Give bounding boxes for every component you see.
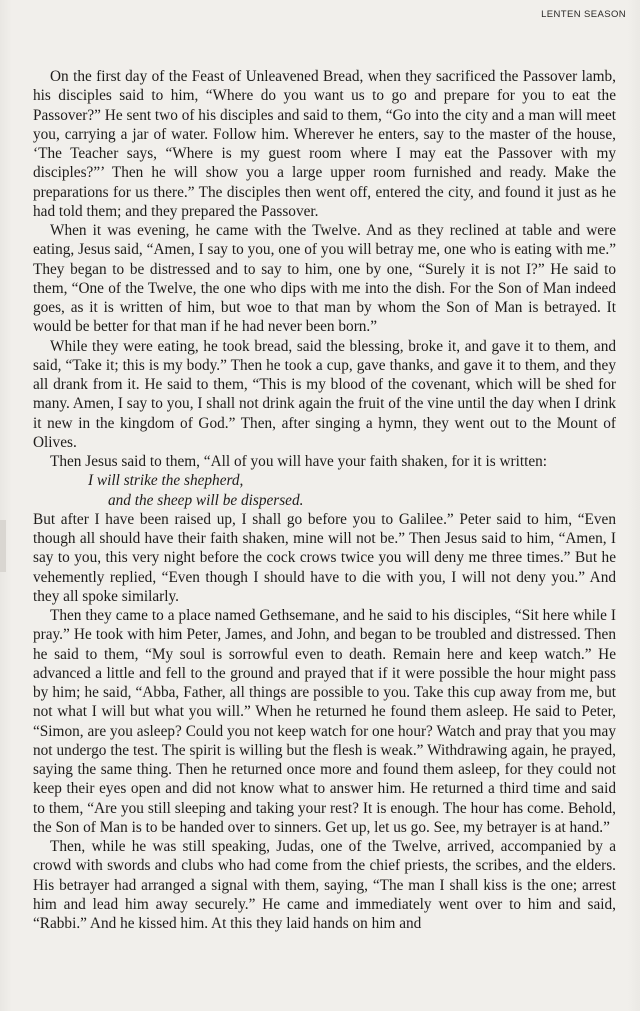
body-text bbox=[33, 67, 616, 933]
running-head: LENTEN SEASON bbox=[541, 9, 626, 20]
gutter-shadow bbox=[0, 520, 6, 572]
paragraph-gethsemane: Then they came to a place named Gethsemane, and he said to his disciples, “Sit here while I pray.” He took with him Peter, James, and John, and began to be troubled and distressed. Then he said to them, “My soul is sorrowful even to death. Remain here and keep watch.” He advanced a little and fell to the ground and prayed that if it were possible the hour might pass by him; he said, “Abba, Father, all things are possible to you. Take this cup away from me, but not what I will but what you will.” When he returned he found them asleep. He said to Peter, “Simon, are you asleep? Could you not keep watch for one hour? Watch and pray that you may not undergo the test. The spirit is willing but the flesh is weak.” Withdrawing again, he prayed, saying the same thing. Then he returned once more and found them asleep, for they could not keep their eyes open and did not know what to answer him. He returned a third time and said to them, “Are you still sleeping and taking your rest? It is enough. The hour has come. Behold, the Son of Man is to be handed over to sinners. Get up, let us go. See, my betrayer is at hand.” bbox=[33, 607, 616, 836]
paragraph-faith-shaken: Then Jesus said to them, “All of you will have your faith shaken, for it is written: bbox=[50, 453, 548, 470]
verse-line-1: I will strike the shepherd, bbox=[88, 472, 244, 490]
paragraph-last-supper: While they were eating, he took bread, said the blessing, broke it, and gave it to them, and said, “Take it; this is my body.” Then he took a cup, gave thanks, and gave it to them, and they all drank from it. He said to them, “This is my blood of the covenant, which will be shed for many. Amen, I say to you, I shall not drink again the fruit of the vine until the day when I drink it new in the kingdom of God.” Then, after singing a hymn, they went out to the Mount of Olives. bbox=[33, 337, 616, 451]
verse-line-2: and the sheep will be dispersed. bbox=[108, 491, 304, 509]
paragraph-peter-denial: But after I have been raised up, I shall go before you to Galilee.” Peter said to him, “Even though all should have their faith shaken, mine will not be.” Then Jesus said to him, “Amen, I say to you, this very night before the cock crows twice you will deny me three times.” But he vehemently replied, “Even though I should have to die with you, I will not deny you.” And they all spoke similarly. bbox=[33, 510, 616, 605]
paragraph-betrayal-foretold: When it was evening, he came with the Twelve. And as they reclined at table and were eating, Jesus said, “Amen, I say to you, one of you will betray me, one who is eating with me.” They began to be distressed and to say to him, one by one, “Surely it is not I?” He said to them, “One of the Twelve, the one who dips with me into the dish. For the Son of Man indeed goes, as it is written of him, but woe to that man by whom the Son of Man is betrayed. It would be better for that man if he had never been born.” bbox=[33, 222, 616, 336]
paragraph-judas-arrives: Then, while he was still speaking, Judas, one of the Twelve, arrived, accompanied by a crowd with swords and clubs who had come from the chief priests, the scribes, and the elders. His betrayer had arranged a signal with them, saying, “The man I shall kiss is the one; arrest him and lead him away securely.” He came and immediately went over to him and said, “Rabbi.” And he kissed him. At this they laid hands on him and bbox=[33, 838, 616, 932]
paragraph-feast-preparation: On the first day of the Feast of Unleavened Bread, when they sacrificed the Passover lamb, his disciples said to him, “Where do you want us to go and prepare for you to eat the Passover?” He sent two of his disciples and said to them, “Go into the city and a man will meet you, carrying a jar of water. Follow him. Wherever he enters, say to the master of the house, ‘The Teacher says, “Where is my guest room where I may eat the Passover with my disciples?”’ Then he will show you a large upper room furnished and ready. Make the preparations for us there.” The disciples then went off, entered the city, and found it just as he had told them; and they prepared the Passover. bbox=[33, 68, 616, 220]
